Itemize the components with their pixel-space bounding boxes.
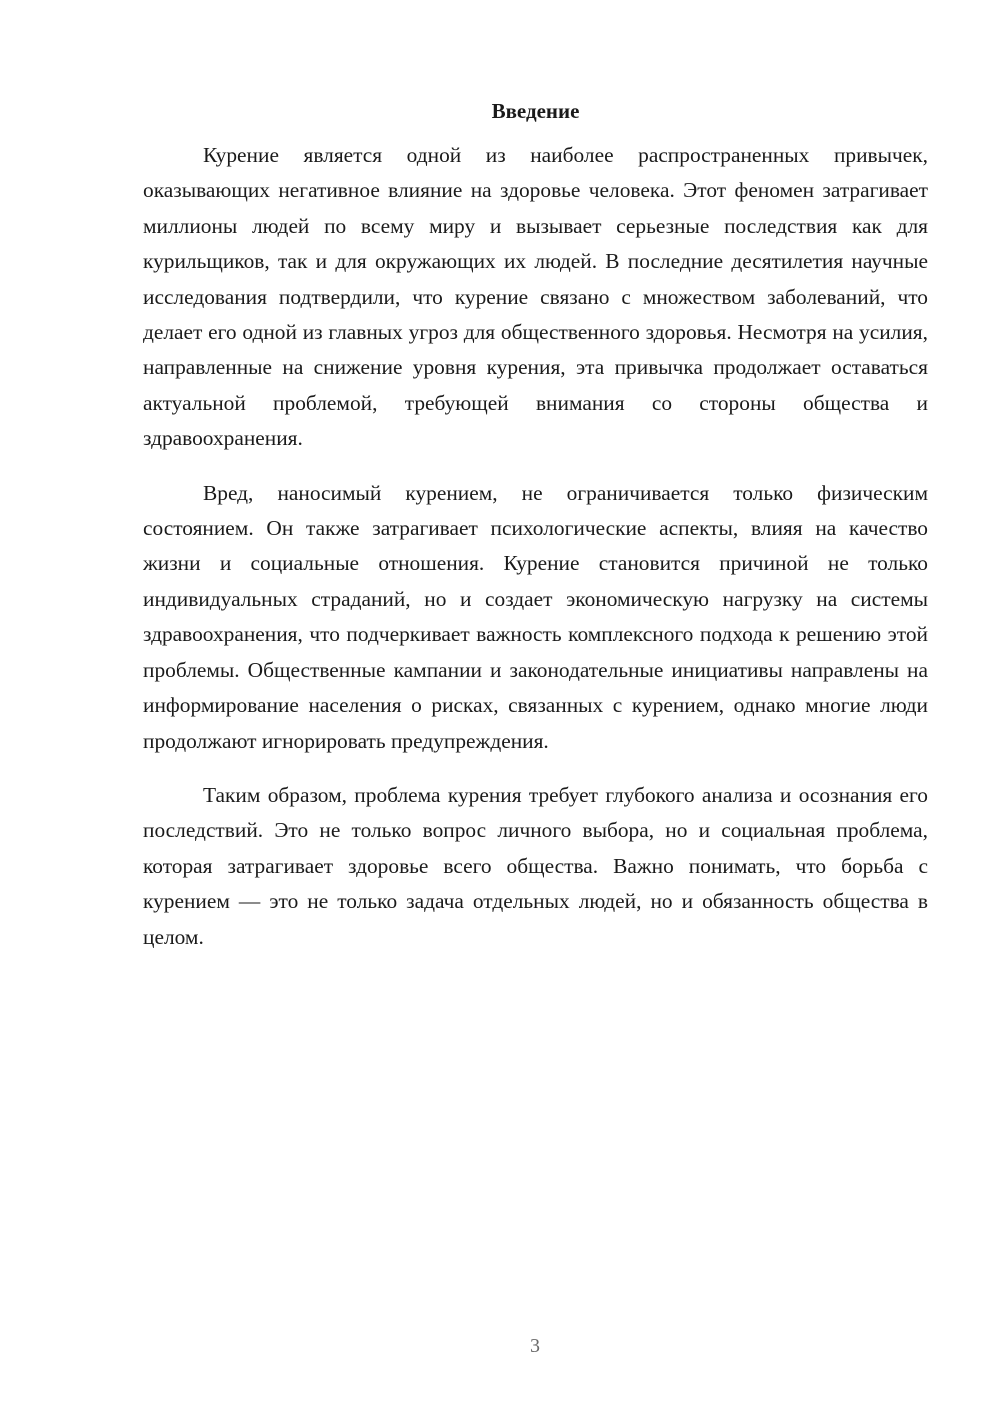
paragraph-3: Таким образом, проблема курения требует глубокого анализа и осознания его последствий. Это не только вопрос личного выбора, но и социальная проблема, которая затрагивает здоровье всего общества. Важно понимать, что борьба с курением — это не только задача отдельных людей, но и обязанность общества в целом. [143,782,928,949]
paragraph-1: Курение является одной из наиболее распространенных привычек, оказывающих негативное влияние на здоровье человека. Этот феномен затрагивает миллионы людей по всему миру и вызывает серьезные последствия как для курильщиков, так и для окружающих их людей. В последние десятилетия научные исследования подтвердили, что курение связано с множеством заболеваний, что делает его одной из главных угроз для общественного здоровья. Несмотря на усилия, направленные на снижение уровня курения, эта привычка продолжает оставаться актуальной проблемой, требующей внимания со стороны общества и здравоохранения. [143,143,928,451]
page-body [143,96,928,955]
paragraph-2: Вред, наносимый курением, не ограничивается только физическим состоянием. Он также затрагивает психологические аспекты, влияя на качество жизни и социальные отношения. Курение становится причиной не только индивидуальных страданий, но и создает экономическую нагрузку на системы здравоохранения, что подчеркивает важность комплексного подхода к решению этой проблемы. Общественные кампании и законодательные инициативы направлены на информирование населения о рисках, связанных с курением, однако многие люди продолжают игнорировать предупреждения. [143,480,928,753]
page-number: 3 [530,1335,540,1357]
section-title: Введение [491,99,580,123]
